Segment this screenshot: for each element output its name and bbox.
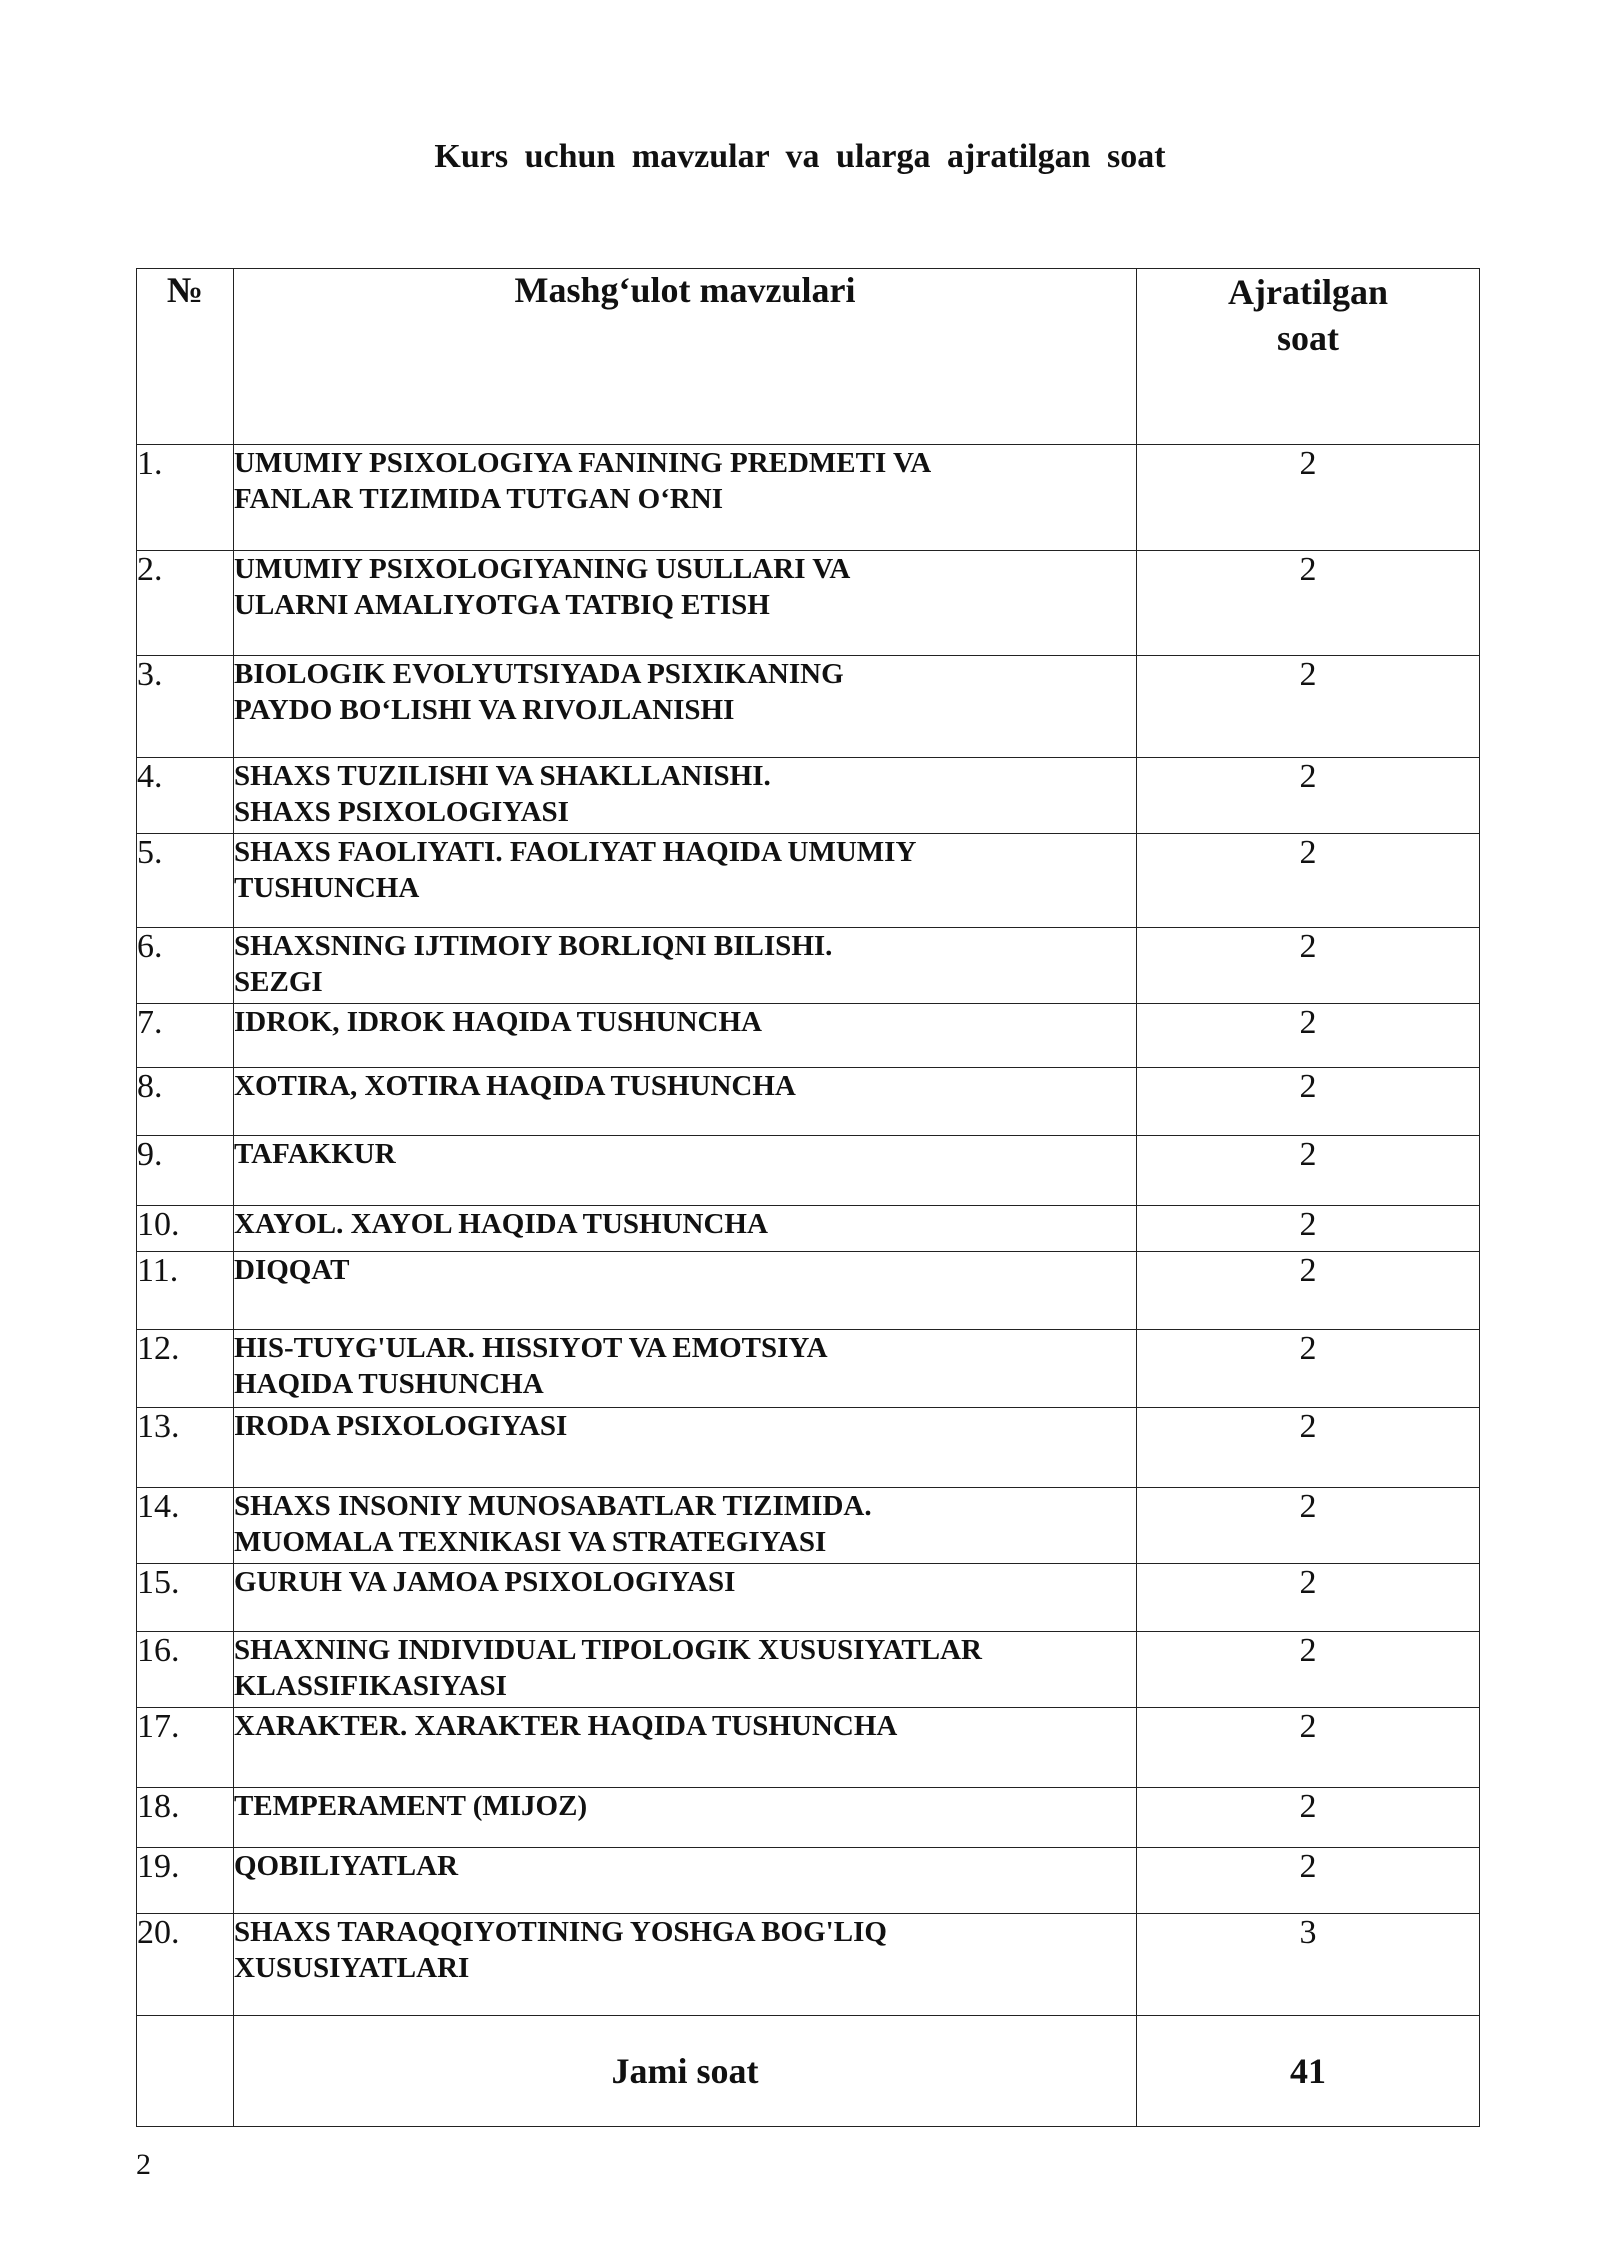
row-topic-line: QOBILIYATLAR — [234, 1850, 459, 1882]
row-hours: 2 — [1137, 1330, 1480, 1408]
row-number: 9. — [137, 1136, 234, 1206]
table-row — [137, 1068, 1480, 1136]
row-number: 14. — [137, 1488, 234, 1564]
row-number: 19. — [137, 1848, 234, 1914]
row-topic-line: TUSHUNCHA — [234, 872, 420, 904]
row-topic — [234, 1788, 1137, 1848]
table-header-row — [137, 269, 1480, 445]
table-row — [137, 758, 1480, 834]
row-topic — [234, 1004, 1137, 1068]
row-topic — [234, 928, 1137, 1004]
row-topic-line: PAYDO BO‘LISHI VA RIVOJLANISHI — [234, 694, 735, 726]
row-hours: 2 — [1137, 1252, 1480, 1330]
row-number: 18. — [137, 1788, 234, 1848]
row-hours: 2 — [1137, 1408, 1480, 1488]
row-topic — [234, 1408, 1137, 1488]
row-topic — [234, 1632, 1137, 1708]
row-topic-line: SHAXNING INDIVIDUAL TIPOLOGIK XUSUSIYATLAR — [234, 1634, 982, 1666]
header-hours-line1: Ajratilgan — [1228, 272, 1388, 312]
page-title: Kurs uchun mavzular va ularga ajratilgan soat — [434, 138, 1166, 175]
row-hours: 2 — [1137, 1632, 1480, 1708]
total-hours-value: 41 — [1137, 2016, 1480, 2127]
total-blank-cell — [137, 2016, 234, 2127]
row-topic-line: SHAXS FAOLIYATI. FAOLIYAT HAQIDA UMUMIY — [234, 836, 917, 868]
table-row — [137, 1004, 1480, 1068]
table-row — [137, 445, 1480, 551]
row-number: 4. — [137, 758, 234, 834]
table-row — [137, 1632, 1480, 1708]
row-topic-line: IRODA PSIXOLOGIYASI — [234, 1410, 568, 1442]
row-topic-line: XOTIRA, XOTIRA HAQIDA TUSHUNCHA — [234, 1070, 796, 1102]
row-topic-line: DIQQAT — [234, 1254, 350, 1286]
row-topic-line: SHAXS TARAQQIYOTINING YOSHGA BOG'LIQ — [234, 1916, 887, 1948]
table-row — [137, 656, 1480, 758]
header-hours-line2: soat — [1277, 318, 1339, 358]
row-topic-line: SHAXS PSIXOLOGIYASI — [234, 796, 569, 828]
row-topic-line: KLASSIFIKASIYASI — [234, 1670, 507, 1702]
row-number: 20. — [137, 1914, 234, 2016]
row-topic-line: TAFAKKUR — [234, 1138, 396, 1170]
row-hours: 2 — [1137, 1488, 1480, 1564]
row-number: 8. — [137, 1068, 234, 1136]
table-row — [137, 1914, 1480, 2016]
row-hours: 2 — [1137, 1206, 1480, 1252]
row-number: 2. — [137, 551, 234, 656]
row-hours: 2 — [1137, 656, 1480, 758]
row-number: 11. — [137, 1252, 234, 1330]
row-topic — [234, 1708, 1137, 1788]
row-hours: 3 — [1137, 1914, 1480, 2016]
row-topic — [234, 656, 1137, 758]
row-topic — [234, 1068, 1137, 1136]
row-topic-line: XAYOL. XAYOL HAQIDA TUSHUNCHA — [234, 1208, 768, 1240]
row-hours: 2 — [1137, 445, 1480, 551]
row-number: 10. — [137, 1206, 234, 1252]
row-number: 12. — [137, 1330, 234, 1408]
row-hours: 2 — [1137, 758, 1480, 834]
row-hours: 2 — [1137, 1136, 1480, 1206]
row-hours: 2 — [1137, 1708, 1480, 1788]
row-topic-line: UMUMIY PSIXOLOGIYA FANINING PREDMETI VA — [234, 447, 932, 479]
row-number: 17. — [137, 1708, 234, 1788]
table-row — [137, 1564, 1480, 1632]
table-row — [137, 1206, 1480, 1252]
row-topic-line: MUOMALA TEXNIKASI VA STRATEGIYASI — [234, 1526, 827, 1558]
table-row — [137, 834, 1480, 928]
row-topic-line: FANLAR TIZIMIDA TUTGAN O‘RNI — [234, 483, 724, 515]
row-number: 5. — [137, 834, 234, 928]
table-row — [137, 1788, 1480, 1848]
table-row — [137, 1330, 1480, 1408]
row-topic — [234, 758, 1137, 834]
row-topic-line: XUSUSIYATLARI — [234, 1952, 470, 1984]
row-topic-line: BIOLOGIK EVOLYUTSIYADA PSIXIKANING — [234, 658, 844, 690]
row-topic — [234, 834, 1137, 928]
row-topic-line: GURUH VA JAMOA PSIXOLOGIYASI — [234, 1566, 736, 1598]
table-row — [137, 1136, 1480, 1206]
row-topic — [234, 551, 1137, 656]
row-topic-line: SEZGI — [234, 966, 323, 998]
header-hours — [1137, 269, 1480, 445]
topics-table — [136, 268, 1480, 2127]
row-topic — [234, 1136, 1137, 1206]
page-number: 2 — [136, 2148, 151, 2181]
row-topic-line: SHAXS TUZILISHI VA SHAKLLANISHI. — [234, 760, 771, 792]
table-row — [137, 1252, 1480, 1330]
row-topic-line: UMUMIY PSIXOLOGIYANING USULLARI VA — [234, 553, 851, 585]
total-row — [137, 2016, 1480, 2127]
table-row — [137, 928, 1480, 1004]
row-topic — [234, 1564, 1137, 1632]
row-topic — [234, 445, 1137, 551]
row-topic-line: SHAXS INSONIY MUNOSABATLAR TIZIMIDA. — [234, 1490, 872, 1522]
table-row — [137, 1408, 1480, 1488]
table-row — [137, 1488, 1480, 1564]
row-topic-line: SHAXSNING IJTIMOIY BORLIQNI BILISHI. — [234, 930, 833, 962]
row-number: 3. — [137, 656, 234, 758]
table-row — [137, 551, 1480, 656]
row-topic-line: XARAKTER. XARAKTER HAQIDA TUSHUNCHA — [234, 1710, 898, 1742]
row-number: 16. — [137, 1632, 234, 1708]
row-hours: 2 — [1137, 1068, 1480, 1136]
row-topic — [234, 1206, 1137, 1252]
topics-table-body — [137, 269, 1480, 2127]
row-topic-line: HAQIDA TUSHUNCHA — [234, 1368, 544, 1400]
row-topic — [234, 1488, 1137, 1564]
row-number: 15. — [137, 1564, 234, 1632]
row-topic-line: IDROK, IDROK HAQIDA TUSHUNCHA — [234, 1006, 762, 1038]
row-hours: 2 — [1137, 1848, 1480, 1914]
row-hours: 2 — [1137, 928, 1480, 1004]
row-hours: 2 — [1137, 1564, 1480, 1632]
row-number: 1. — [137, 445, 234, 551]
row-topic — [234, 1848, 1137, 1914]
row-number: 13. — [137, 1408, 234, 1488]
header-number: № — [137, 269, 234, 445]
row-hours: 2 — [1137, 1004, 1480, 1068]
row-hours: 2 — [1137, 551, 1480, 656]
table-row — [137, 1708, 1480, 1788]
total-label: Jami soat — [234, 2016, 1137, 2127]
row-topic — [234, 1330, 1137, 1408]
row-topic-line: TEMPERAMENT (MIJOZ) — [234, 1790, 588, 1822]
row-topic-line: ULARNI AMALIYOTGA TATBIQ ETISH — [234, 589, 770, 621]
table-row — [137, 1848, 1480, 1914]
row-topic — [234, 1252, 1137, 1330]
row-topic-line: HIS-TUYG'ULAR. HISSIYOT VA EMOTSIYA — [234, 1332, 828, 1364]
row-topic — [234, 1914, 1137, 2016]
row-hours: 2 — [1137, 834, 1480, 928]
row-number: 6. — [137, 928, 234, 1004]
row-hours: 2 — [1137, 1788, 1480, 1848]
row-number: 7. — [137, 1004, 234, 1068]
header-topic: Mashg‘ulot mavzulari — [234, 269, 1137, 445]
